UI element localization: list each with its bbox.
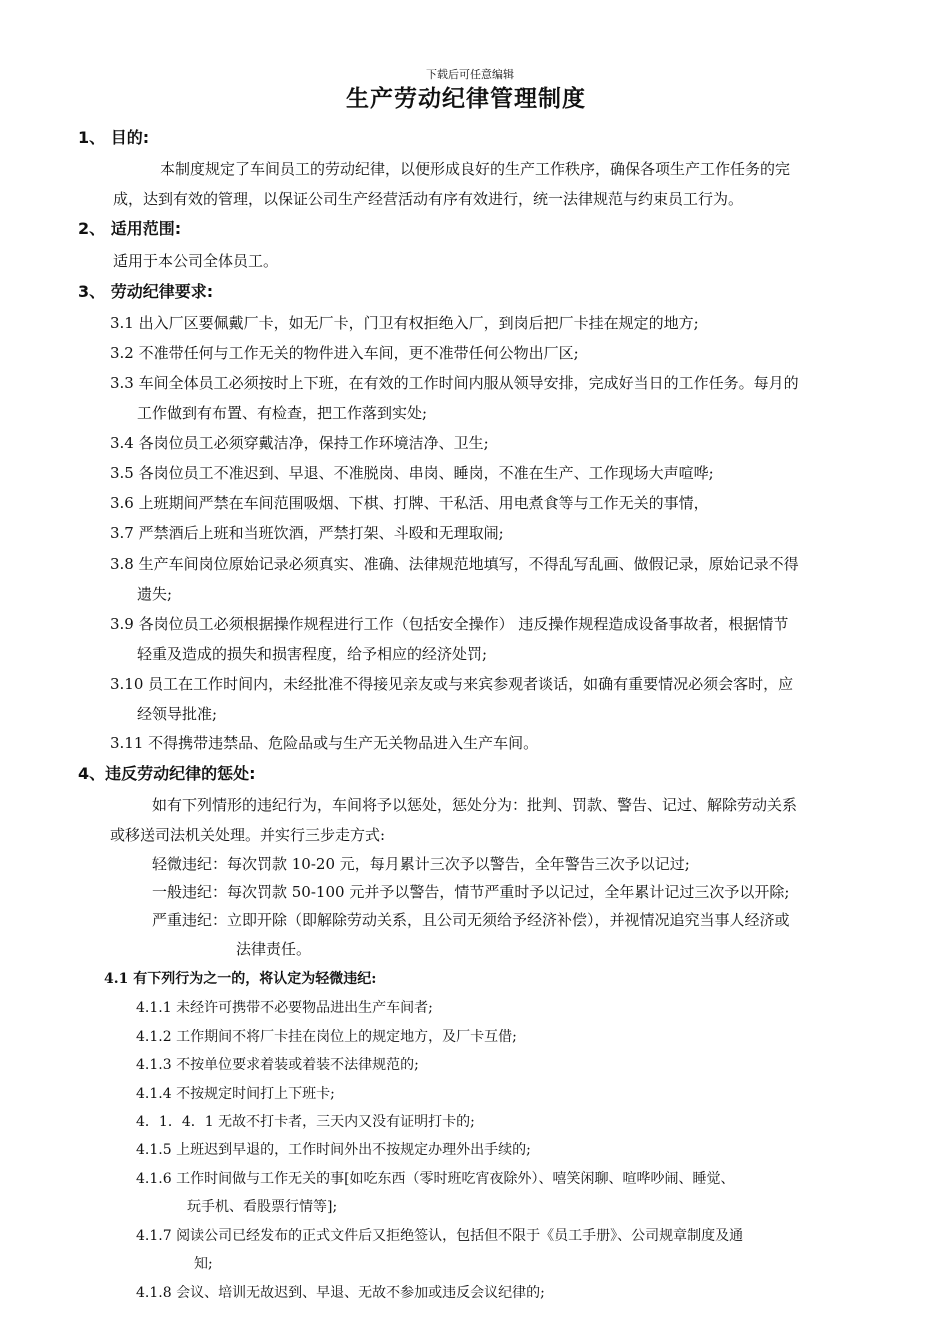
penalty-level-line: 法律责任。 xyxy=(236,940,312,958)
rule-line: 3.9 各岗位员工必须根据操作规程进行工作（包括安全操作） 违反操作规程造成设备事故者，根据情节 xyxy=(110,615,789,633)
minor-violation-line: 4.1.8 会议、培训无故迟到、早退、无故不参加或违反会议纪律的; xyxy=(136,1285,545,1301)
section-4-heading: 4、违反劳动纪律的惩处: xyxy=(78,764,256,783)
rule-line: 遗失; xyxy=(137,585,173,603)
subsection-4-1-heading: 4.1 有下列行为之一的，将认定为轻微违纪: xyxy=(104,971,377,987)
section-3-heading: 3、 劳动纪律要求: xyxy=(78,282,214,301)
section-1-heading: 1、 目的: xyxy=(78,128,150,147)
rule-line: 3.10 员工在工作时间内，未经批准不得接见亲友或与来宾参观者谈话，如确有重要情况必须会客时，应 xyxy=(110,675,794,693)
penalty-level-line: 一般违纪：每次罚款 50-100 元并予以警告，情节严重时予以记过，全年累计记过三次予以开除; xyxy=(152,883,790,901)
minor-violation-line: 4.1.5 上班迟到早退的，工作时间外出不按规定办理外出手续的; xyxy=(136,1142,531,1158)
minor-violation-line: 4.1.6 工作时间做与工作无关的事[如吃东西（零时班吃宵夜除外）、嘻笑闲聊、喧哗吵闹、睡觉、 xyxy=(136,1171,735,1187)
minor-violation-line: 4.1.4 不按规定时间打上下班卡; xyxy=(136,1086,335,1102)
header-note: 下载后可任意编辑 xyxy=(426,68,514,81)
rule-line: 3.2 不准带任何与工作无关的物件进入车间，更不准带任何公物出厂区; xyxy=(110,344,579,362)
minor-violation-line: 4．1．4．1 无故不打卡者，三天内又没有证明打卡的; xyxy=(136,1114,475,1130)
rule-line: 3.11 不得携带违禁品、危险品或与生产无关物品进入生产车间。 xyxy=(110,734,539,752)
rule-line: 3.5 各岗位员工不准迟到、早退、不准脱岗、串岗、睡岗，不准在生产、工作现场大声喧哗; xyxy=(110,464,714,482)
section-4-intro-line: 或移送司法机关处理。并实行三步走方式: xyxy=(110,826,386,844)
rule-line: 3.1 出入厂区要佩戴厂卡，如无厂卡，门卫有权拒绝入厂，到岗后把厂卡挂在规定的地方; xyxy=(110,314,699,332)
minor-violation-line: 知; xyxy=(194,1256,213,1272)
minor-violation-line: 玩手机、看股票行情等]; xyxy=(187,1199,338,1215)
minor-violation-line: 4.1.1 未经许可携带不必要物品进出生产车间者; xyxy=(136,1000,433,1016)
section-1-paragraph-line: 本制度规定了车间员工的劳动纪律，以便形成良好的生产工作秩序，确保各项生产工作任务的完 xyxy=(160,160,791,178)
penalty-level-line: 轻微违纪：每次罚款 10-20 元，每月累计三次予以警告，全年警告三次予以记过; xyxy=(152,855,690,873)
rule-line: 3.6 上班期间严禁在车间范围吸烟、下棋、打牌、干私活、用电煮食等与工作无关的事情， xyxy=(110,494,709,512)
minor-violation-line: 4.1.7 阅读公司已经发布的正式文件后又拒绝签认，包括但不限于《员工手册》、公司规章制度及通 xyxy=(136,1228,744,1244)
rule-line: 经领导批准; xyxy=(137,705,218,723)
section-2-paragraph: 适用于本公司全体员工。 xyxy=(113,252,279,270)
section-2-heading: 2、 适用范围: xyxy=(78,219,182,238)
section-1-paragraph-line: 成，达到有效的管理，以保证公司生产经营活动有序有效进行，统一法律规范与约束员工行为。 xyxy=(113,190,744,208)
penalty-level-line: 严重违纪：立即开除（即解除劳动关系，且公司无须给予经济补偿），并视情况追究当事人经济或 xyxy=(152,911,790,929)
minor-violation-line: 4.1.3 不按单位要求着装或着装不法律规范的; xyxy=(136,1057,419,1073)
rule-line: 轻重及造成的损失和损害程度，给予相应的经济处罚; xyxy=(137,645,488,663)
rule-line: 3.4 各岗位员工必须穿戴洁净，保持工作环境洁净、卫生; xyxy=(110,434,489,452)
document-title: 生产劳动纪律管理制度 xyxy=(346,86,586,112)
rule-line: 3.3 车间全体员工必须按时上下班，在有效的工作时间内服从领导安排，完成好当日的工作任务。每月的 xyxy=(110,374,799,392)
rule-line: 3.7 严禁酒后上班和当班饮酒，严禁打架、斗殴和无理取闹; xyxy=(110,524,504,542)
section-4-intro-line: 如有下列情形的违纪行为，车间将予以惩处，惩处分为：批判、罚款、警告、记过、解除劳动关系 xyxy=(152,796,798,814)
minor-violation-line: 4.1.2 工作期间不将厂卡挂在岗位上的规定地方，及厂卡互借; xyxy=(136,1029,517,1045)
rule-line: 工作做到有布置、有检查，把工作落到实处; xyxy=(137,404,428,422)
rule-line: 3.8 生产车间岗位原始记录必须真实、准确、法律规范地填写，不得乱写乱画、做假记录，原始记录不得 xyxy=(110,555,799,573)
